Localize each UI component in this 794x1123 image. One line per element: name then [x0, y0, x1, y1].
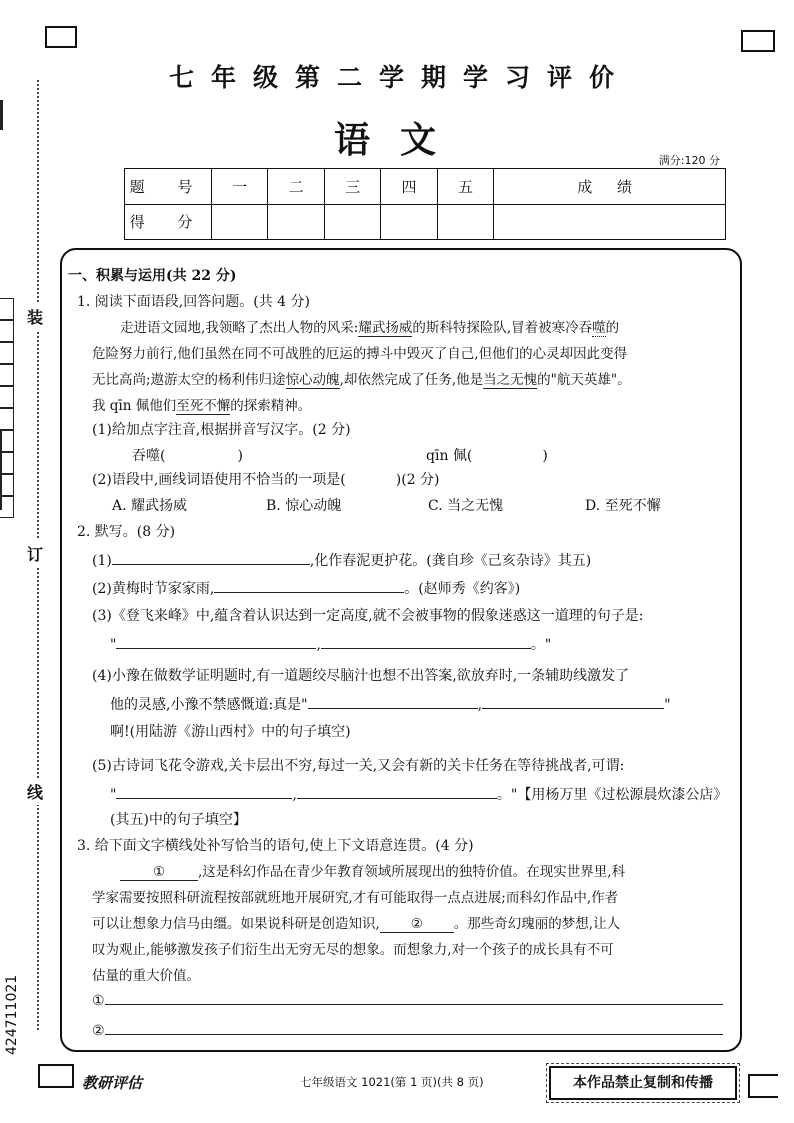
- score-cell[interactable]: [381, 204, 437, 240]
- copyright-notice: 本作品禁止复制和传播: [549, 1066, 737, 1100]
- q1-sub2-text: (2)语段中,画线词语使用不恰当的一项是(: [92, 472, 346, 488]
- q1-stem: 1. 阅读下面语段,回答问题。(共 4 分): [77, 294, 310, 310]
- q1-underlined-word-2: 惊心动魄: [285, 372, 340, 388]
- score-table-score-row: [125, 204, 726, 240]
- q3-text: 。那些奇幻瑰丽的梦想,让人: [453, 916, 621, 932]
- q3-passage-line-5: 估量的重大价值。: [92, 968, 200, 984]
- q1-text: 的斯科特探险队,冒着被寒冷吞: [412, 320, 593, 336]
- margin-edge-mark: [0, 100, 3, 130]
- corner-mark-top-right: [741, 30, 775, 52]
- score-table-col-2: 二: [268, 169, 324, 205]
- q1-text: 我 qīn 佩他们: [92, 398, 177, 414]
- score-table-col-total: 成 绩: [494, 169, 726, 205]
- q1-text: 无比高尚;遨游太空的杨利伟归途: [92, 372, 286, 388]
- q1-text: 的: [605, 320, 620, 336]
- q1-sub1-a-label: 吞噬(: [132, 448, 166, 464]
- q1-option-c: C. 当之无愧: [428, 498, 504, 514]
- q3-blank-1-mark: ①: [152, 864, 166, 880]
- q1-passage-line-4: [92, 396, 311, 416]
- q1-sub2: [92, 470, 440, 490]
- corner-mark-bottom-right: [748, 1074, 778, 1098]
- q3-answer-line-1: [92, 990, 723, 1011]
- q3-blank-1[interactable]: [120, 862, 198, 881]
- q3-text: ,这是科幻作品在青少年教育领域所展现出的独特价值。在现实世界里,科: [198, 864, 626, 880]
- score-table-col-3: 三: [324, 169, 380, 205]
- q2-line-4-note: 啊!(用陆游《游山西村》中的句子填空): [110, 724, 351, 740]
- q1-paren-close: ): [542, 448, 548, 464]
- q2-line-4-answer: [110, 694, 671, 715]
- comma: ,: [316, 637, 321, 653]
- quote-mark: ": [110, 637, 117, 653]
- answer-blank[interactable]: [105, 990, 723, 1005]
- gutter-label-zhuang: 装: [27, 303, 43, 330]
- q1-sub1-a: [132, 446, 243, 466]
- score-cell[interactable]: [268, 204, 324, 240]
- q1-option-b: B. 惊心动魄: [266, 498, 342, 514]
- q2-line-2-source: 。(赵师秀《约客》): [404, 581, 521, 597]
- q1-text: 的"航天英雄"。: [537, 372, 631, 388]
- q2-line-5-source: 。"【用杨万里《过松源晨炊漆公店》: [496, 787, 728, 803]
- q2-line-3-answer: [110, 634, 551, 655]
- q3-passage-line-1: [120, 862, 625, 882]
- q1-passage-line-3: [92, 370, 631, 390]
- q2-line-1: [92, 550, 591, 571]
- score-cell[interactable]: [324, 204, 380, 240]
- q1-sub2-score: )(2 分): [395, 472, 440, 488]
- q1-sub1-b: [426, 446, 548, 466]
- q1-dotted-char: 噬: [592, 320, 606, 336]
- q1-text: 走进语文园地,我领略了杰出人物的风采:: [120, 320, 359, 336]
- q3-text: 可以让想象力信马由缰。如果说科研是创造知识,: [92, 916, 380, 932]
- quote-mark: ": [110, 787, 117, 803]
- q3-answer-line-2: [92, 1020, 723, 1041]
- q1-underlined-word-4: 至死不懈: [176, 398, 231, 414]
- q1-underlined-word-3: 当之无愧: [483, 372, 538, 388]
- corner-mark-top-left: [45, 26, 77, 48]
- q3-passage-line-4: 叹为观止,能够激发孩子们衍生出无穷无尽的想象。而想象力,对一个孩子的成长具有不可: [92, 942, 614, 958]
- subject-title: 语文: [333, 119, 466, 161]
- comma: ,: [292, 787, 297, 803]
- quote-mark: ": [664, 697, 671, 713]
- footer-publisher: 教研评估: [82, 1074, 143, 1092]
- answer-blank[interactable]: [297, 784, 497, 799]
- gutter-boxes: [0, 298, 14, 518]
- q1-underlined-word-1: 耀武扬威: [358, 320, 413, 336]
- q3-passage-line-3: [92, 914, 620, 934]
- q1-text: ,却依然完成了任务,他是: [339, 372, 484, 388]
- answer-blank[interactable]: [214, 578, 404, 593]
- gutter-label-xian: 线: [27, 778, 43, 805]
- q2-line-4: (4)小豫在做数学证明题时,有一道题绞尽脑汁也想不出答案,欲放弃时,一条辅助线激发了: [92, 668, 630, 684]
- q2-line-2: [92, 578, 520, 599]
- q3-passage-line-2: 学家需要按照科研流程按部就班地开展研究,才有可能取得一点点进展;而科幻作品中,作者: [92, 890, 619, 906]
- full-score: 满分:120 分: [658, 154, 720, 167]
- answer-blank[interactable]: [321, 634, 531, 649]
- q3-answer-label: ①: [92, 993, 105, 1009]
- q1-paren-close: ): [237, 448, 243, 464]
- score-table-header-label: 题 号: [125, 169, 212, 205]
- corner-mark-bottom-left: [38, 1064, 74, 1088]
- q2-stem: 2. 默写。(8 分): [77, 524, 176, 540]
- q2-item-number: (1): [92, 553, 112, 569]
- score-table-col-5: 五: [437, 169, 493, 205]
- q3-answer-label: ②: [92, 1023, 105, 1039]
- score-cell-total[interactable]: [494, 204, 726, 240]
- q1-passage-line-1: [120, 318, 619, 338]
- score-cell[interactable]: [437, 204, 493, 240]
- answer-blank[interactable]: [105, 1020, 723, 1035]
- q3-blank-2[interactable]: [380, 914, 454, 933]
- answer-blank[interactable]: [116, 634, 316, 649]
- footer-page-info: 七年级语文 1021(第 1 页)(共 8 页): [300, 1075, 484, 1089]
- gutter-label-ding: 订: [27, 540, 43, 567]
- q2-line-5-answer: [110, 784, 727, 805]
- exam-title: 七年级第二学期学习评价: [168, 63, 631, 92]
- q2-line-3: (3)《登飞来峰》中,蕴含着认识达到一定高度,就不会被事物的假象迷惑这一道理的句子是:: [92, 608, 644, 624]
- q1-text: 的探索精神。: [230, 398, 312, 414]
- q1-passage-line-2: 危险努力前行,他们虽然在同不可战胜的厄运的搏斗中毁灭了自己,但他们的心灵却因此变得: [92, 346, 628, 362]
- answer-blank[interactable]: [116, 784, 292, 799]
- q1-option-a: A. 耀武扬威: [112, 498, 188, 514]
- q2-line-5: (5)古诗词飞花令游戏,关卡层出不穷,每过一关,又会有新的关卡任务在等待挑战者,可谓:: [92, 758, 625, 774]
- q1-sub1: (1)给加点字注音,根据拼音写汉字。(2 分): [92, 422, 351, 438]
- quote-mark: 。": [530, 637, 552, 653]
- answer-blank[interactable]: [482, 694, 664, 709]
- answer-blank[interactable]: [308, 694, 478, 709]
- answer-blank[interactable]: [112, 550, 310, 565]
- q2-line-2-text: (2)黄梅时节家家雨,: [92, 581, 215, 597]
- comma: ,: [477, 697, 483, 713]
- q3-blank-2-mark: ②: [410, 916, 423, 932]
- score-cell[interactable]: [212, 204, 268, 240]
- q3-stem: 3. 给下面文字横线处补写恰当的语句,使上下文语意连贯。(4 分): [77, 838, 474, 854]
- section1-title: 一、积累与运用(共 22 分): [68, 268, 237, 284]
- q2-line-1-text: ,化作春泥更护花。(龚自珍《己亥杂诗》其五): [309, 553, 592, 569]
- q2-line-4-lead: 他的灵感,小豫不禁感慨道:真是": [110, 697, 308, 713]
- score-table: [124, 168, 726, 240]
- score-table-score-label: 得 分: [125, 204, 212, 240]
- q1-sub1-b-label: qīn 佩(: [426, 448, 473, 464]
- score-table-col-1: 一: [212, 169, 268, 205]
- q1-option-d: D. 至死不懈: [585, 498, 661, 514]
- score-table-col-4: 四: [381, 169, 437, 205]
- score-table-header-row: [125, 169, 726, 205]
- paper-code-text: 424711021: [4, 974, 20, 1055]
- q2-line-5-note: (其五)中的句子填空】: [110, 812, 247, 828]
- paper-code: [2, 960, 20, 1060]
